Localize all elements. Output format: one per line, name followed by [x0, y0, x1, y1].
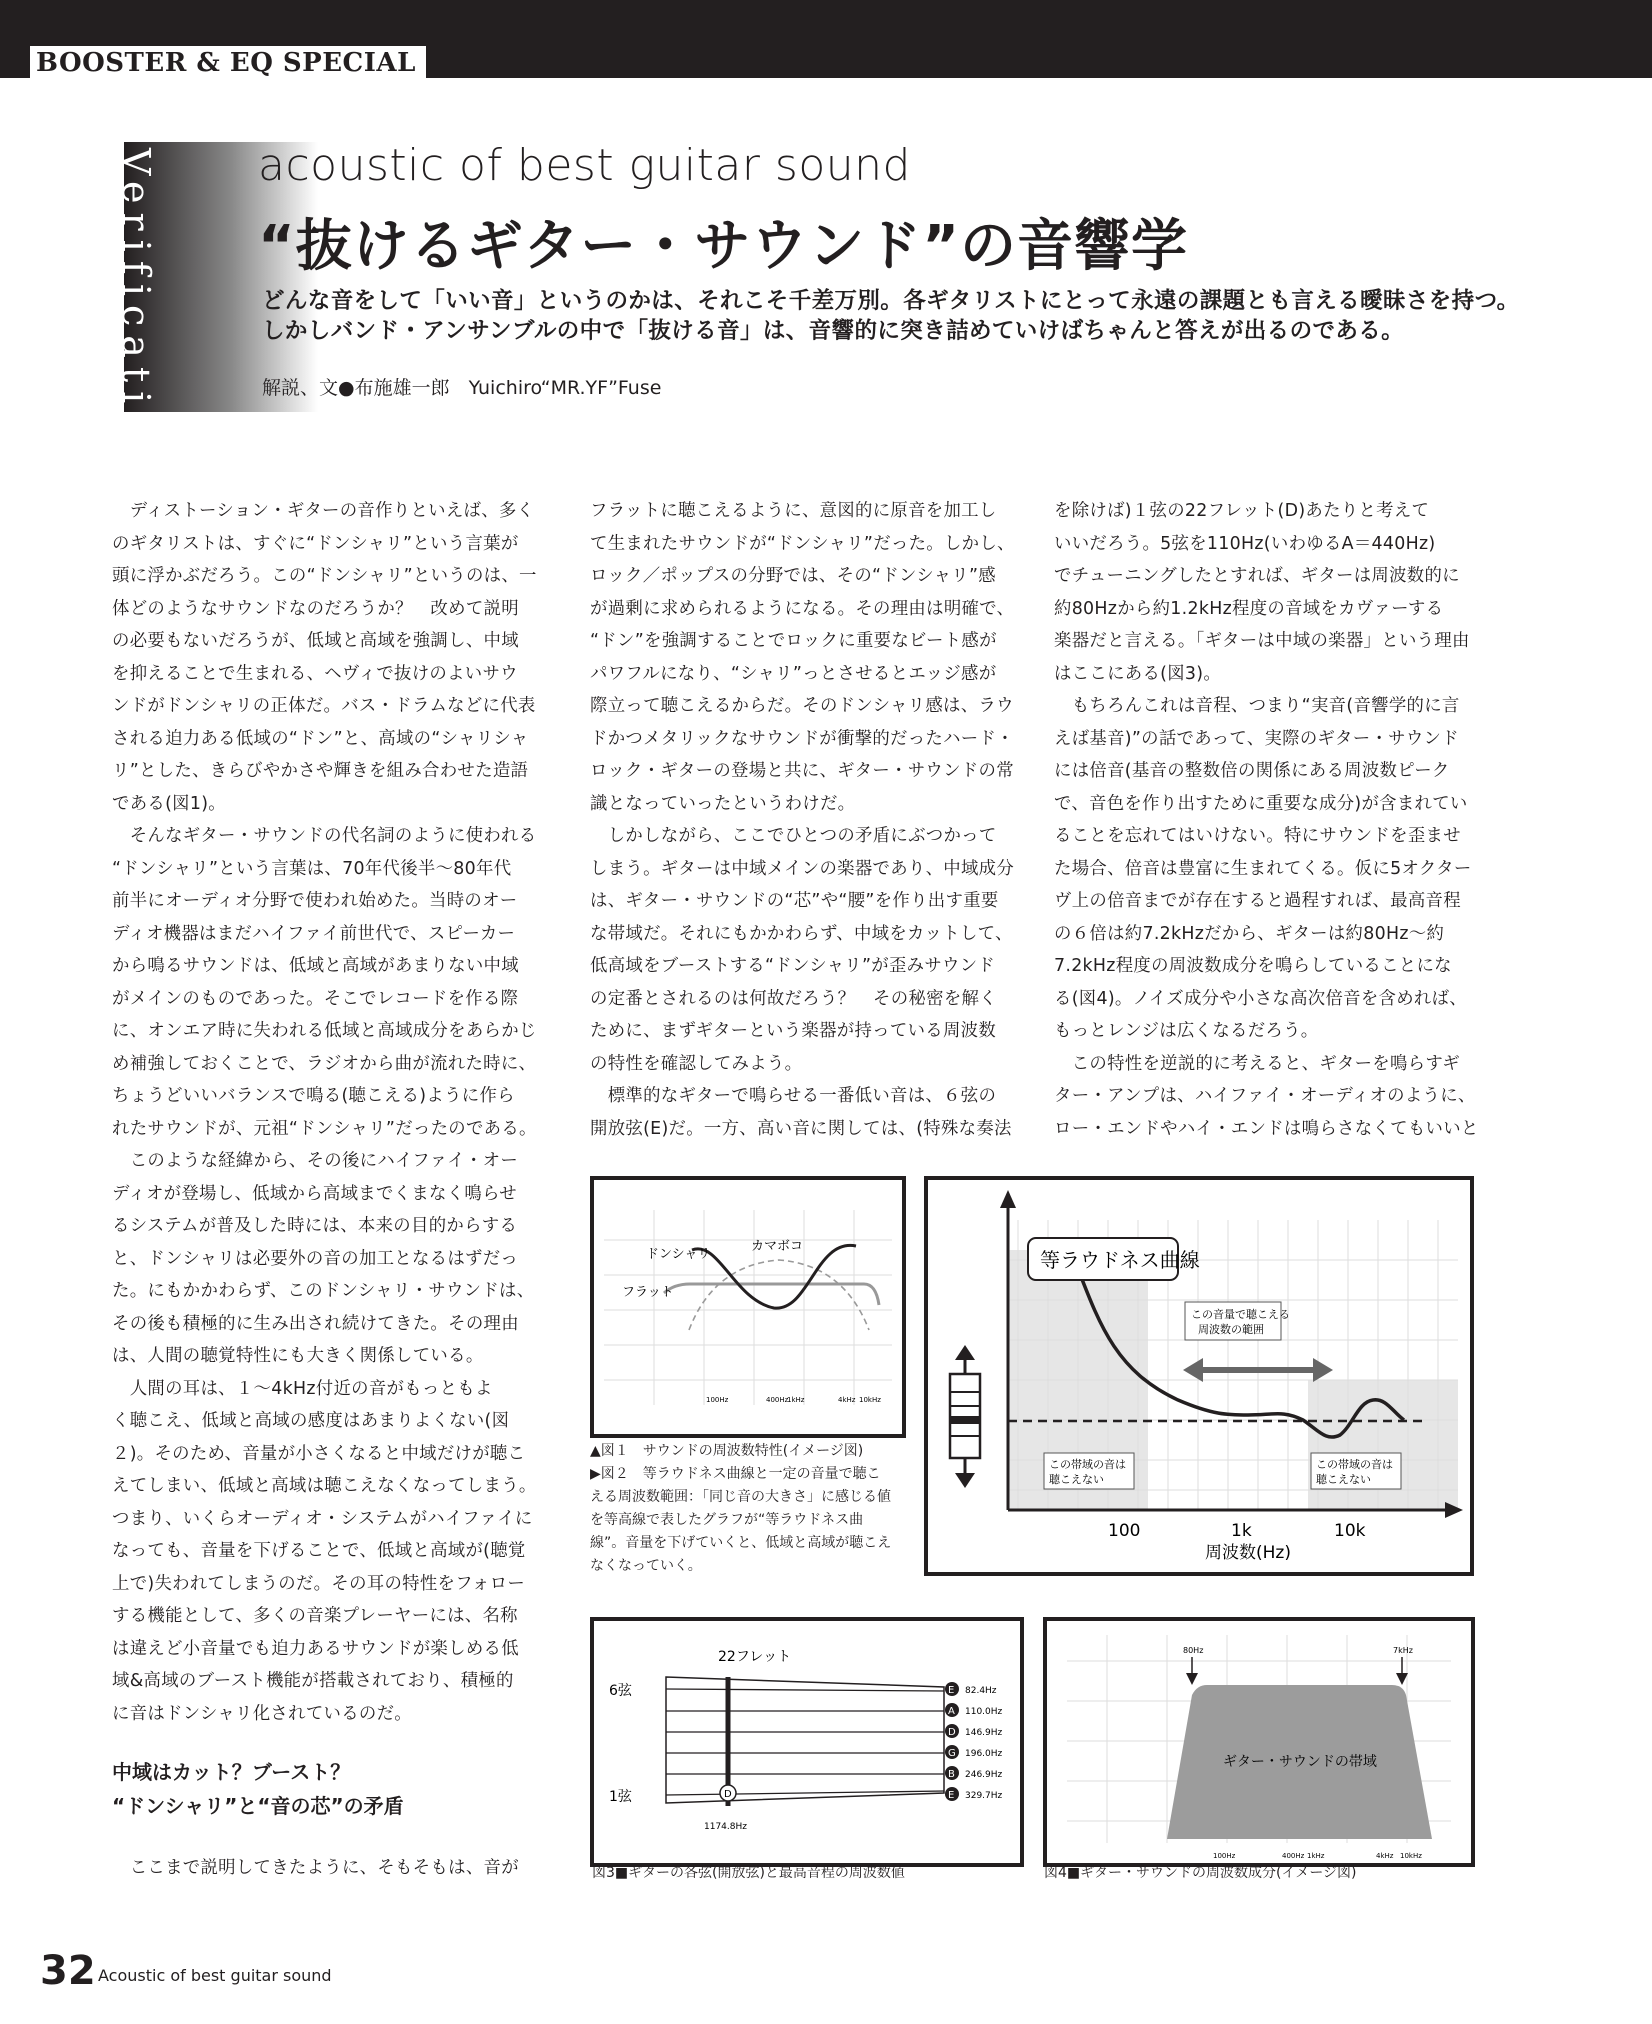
body-line: ２)。そのため、音量が小さくなると中域だけが聴こ: [112, 1443, 526, 1464]
body-line: ここまで説明してきたように、そもそもは、音が: [112, 1858, 519, 1878]
fig1-donshari-curve: [692, 1245, 856, 1308]
body-line: “ドンシャリ”という言葉は、70年代後半〜80年代: [112, 858, 512, 879]
lead-line: どんな音をして「いい音」というのかは、それこそ千差万別。各ギタリストにとって永遠の課題とも言える曖昧さを持つ。: [262, 288, 1520, 314]
body-line: 低高域をブーストする“ドンシャリ”が歪みサウンド: [590, 956, 996, 976]
fig3-string-freq: 110.0Hz: [965, 1707, 1003, 1717]
body-line: 楽器だと言える。「ギターは中域の楽器」という理由: [1054, 631, 1470, 651]
body-line: 際立って聴こえるからだ。そのドンシャリ感は、ラウ: [590, 696, 1014, 716]
arrow-down-icon: [1396, 1673, 1408, 1685]
caption-line: える周波数範囲：「同じ音の大きさ」に感じる値: [590, 1489, 891, 1505]
body-line: ヴ上の倍音までが存在すると過程すれば、最高音程: [1054, 891, 1461, 911]
body-line: 体どのようなサウンドなのだろうか？ 改めて説明: [112, 598, 519, 619]
fig1-graph: [594, 1180, 902, 1434]
body-line: れたサウンドが、元祖“ドンシャリ”だったのである。: [112, 1118, 537, 1139]
fig3-string-freq: 146.9Hz: [965, 1728, 1003, 1738]
fig1-tick: 4kHz: [838, 1396, 856, 1404]
fig1-label-donshari: ドンシャリ: [646, 1247, 711, 1262]
fig3-fret-label: 22フレット: [718, 1649, 792, 1665]
fig3-string-note: E: [948, 1790, 955, 1801]
body-line: に音はドンシャリ化されているのだ。: [112, 1703, 412, 1724]
fig3-fretboard: [594, 1621, 1020, 1863]
fig3-string-note: E: [948, 1685, 955, 1696]
figure-caption: 図4■ギター・サウンドの周波数成分(イメージ図): [1044, 1865, 1357, 1881]
fig2-tick: 1k: [1231, 1521, 1252, 1541]
fig2-range-label: この音量で聴こえる: [1191, 1308, 1290, 1321]
fig3-high-note: D: [724, 1789, 732, 1800]
body-line: つまり、いくらオーディオ・システムがハイファイに: [112, 1508, 533, 1529]
fig3-string-note: G: [948, 1748, 956, 1759]
body-line: される迫力ある低域の“ドン”と、高域の“シャリシャ: [112, 728, 529, 749]
fig2-low-note: この帯域の音は: [1049, 1458, 1126, 1471]
sidebar-word: Verification: [114, 148, 158, 478]
figure-2: [924, 1176, 1474, 1576]
body-line: た。にもかかわらず、このドンシャリ・サウンドは、: [112, 1281, 535, 1301]
fig3-open-strings: [945, 1682, 959, 1801]
caption-line: 線”。音量を下げていくと、低域と高域が聴こえ: [590, 1535, 892, 1551]
body-line: には倍音(基音の整数倍の関係にある周波数ピーク: [1054, 761, 1450, 781]
body-line: そんなギター・サウンドの代名詞のように使われる: [112, 826, 537, 846]
body-line: は、人間の聴覚特性にも大きく関係している。: [112, 1346, 484, 1366]
fig1-label-kamaboko: カマボコ: [751, 1239, 804, 1254]
section-heading-line: 中域はカット？ブースト？: [112, 1760, 351, 1784]
body-line: 標準的なギターで鳴らせる一番低い音は、６弦の: [590, 1086, 997, 1106]
body-line: に、オンエア時に失われる低域と高域成分をあらかじ: [112, 1021, 537, 1041]
body-line: この特性を逆説的に考えると、ギターを鳴らすギ: [1054, 1053, 1461, 1074]
body-line: ディオ機器はまだハイファイ前世代で、スピーカー: [112, 923, 516, 944]
body-line: ちょうどいいバランスで鳴る(聴こえる)ように作ら: [112, 1086, 515, 1106]
body-line: リ”とした、きらびやかさや輝きを組み合わせた造語: [112, 761, 529, 781]
body-line: しまう。ギターは中域メインの楽器であり、中域成分: [590, 858, 1015, 879]
fig2-high-note: この帯域の音は: [1316, 1458, 1393, 1471]
fig2-tick: 10k: [1334, 1521, 1366, 1541]
fig1-tick: 100Hz: [706, 1396, 729, 1404]
fig4-graph: [1047, 1621, 1471, 1863]
body-line: “ドン”を強調することでロックに重要なビート感が: [590, 631, 997, 651]
figure-1: [590, 1176, 906, 1438]
body-line: て生まれたサウンドが“ドンシャリ”だった。しかし、: [590, 533, 1015, 554]
fig1-flat-curve: [664, 1284, 879, 1305]
body-line: がメインのものであった。そこでレコードを作る際: [112, 988, 519, 1009]
fig4-marker: 7kHz: [1393, 1646, 1413, 1655]
fig4-tick: 1kHz: [1307, 1852, 1325, 1860]
fig2-graph: [928, 1180, 1470, 1572]
figure-4: [1043, 1617, 1475, 1867]
body-column-2: [590, 495, 1030, 1145]
body-line: 前半にオーディオ分野で使われ始めた。当時のオー: [112, 891, 518, 911]
fig3-string-freq: 246.9Hz: [965, 1770, 1003, 1780]
fig2-low-note: 聴こえない: [1049, 1473, 1104, 1486]
body-line: する機能として、多くの音楽プレーヤーには、名称: [112, 1606, 518, 1626]
section-label: BOOSTER & EQ SPECIAL: [30, 46, 426, 78]
body-line: る(図4)。ノイズ成分や小さな高次倍音を含めれば、: [1054, 988, 1467, 1009]
byline: 解説、文●布施雄一郎 Yuichiro“MR.YF”Fuse: [262, 377, 662, 399]
body-line: ることを忘れてはいけない。特にサウンドを歪ませ: [1054, 826, 1461, 846]
fig4-tick: 400Hz: [1282, 1852, 1305, 1860]
fig3-string-freq: 82.4Hz: [965, 1686, 997, 1696]
body-line: ンドがドンシャリの正体だ。バス・ドラムなどに代表: [112, 696, 536, 716]
body-line: 上で)失われてしまうのだ。その耳の特性をフォロー: [112, 1573, 526, 1594]
body-column-3: [1054, 495, 1494, 1145]
body-line: なっても、音量を下げることで、低域と高域が(聴覚: [112, 1541, 526, 1561]
body-line: の６倍は約7.2kHzだから、ギターは約80Hz〜約: [1054, 923, 1445, 944]
body-line: ディオが登場し、低域から高域までくまなく鳴らせ: [112, 1183, 517, 1204]
body-line: 域&高域のブースト機能が搭載されており、積極的: [112, 1671, 514, 1691]
fig4-tick: 100Hz: [1213, 1852, 1236, 1860]
body-line: でチューニングしたとすれば、ギターは周波数的に: [1054, 566, 1460, 586]
fig4-tick: 10kHz: [1400, 1852, 1422, 1860]
body-line: である(図1)。: [112, 793, 226, 814]
body-line: は、ギター・サウンドの“芯”や“腰”を作り出す重要: [590, 891, 999, 911]
fig2-range-label: 周波数の範囲: [1198, 1323, 1264, 1336]
body-line: このような経緯から、その後にハイファイ・オー: [112, 1151, 519, 1171]
body-line: もっとレンジは広くなるだろう。: [1054, 1021, 1319, 1041]
body-line: えば基音)”の話であって、実際のギター・サウンド: [1054, 728, 1459, 749]
body-line: 約80Hzから約1.2kHz程度の音域をカヴァーする: [1054, 598, 1444, 619]
body-line: パワフルになり、“シャリ”っとさせるとエッジ感が: [590, 663, 997, 684]
fig2-title: 等ラウドネス曲線: [1040, 1248, 1200, 1272]
body-line: と、ドンシャリは必要外の音の加工となるはずだっ: [112, 1248, 519, 1269]
fig3-neck: [666, 1677, 944, 1803]
fig1-kamaboko-curve: [689, 1260, 869, 1330]
body-line: の定番とされるのは何故だろう？ その秘密を解く: [590, 988, 997, 1009]
caption-line: を等高線で表したグラフが“等ラウドネス曲: [590, 1512, 864, 1528]
arrow-down-icon: [1186, 1673, 1198, 1685]
body-column-1: [112, 495, 552, 1730]
body-line: ロック・ギターの登場と共に、ギター・サウンドの常: [590, 761, 1014, 781]
article-title-en: acoustic of best guitar sound: [258, 140, 911, 191]
body-line: ター・アンプは、ハイファイ・オーディオのように、: [1054, 1086, 1476, 1106]
section-heading-line: “ドンシャリ”と“音の芯”の矛盾: [112, 1794, 404, 1818]
body-line: るシステムが普及した時には、本来の目的からする: [112, 1216, 518, 1236]
body-line: えてしまい、低域と高域は聴こえなくなってしまう。: [112, 1476, 537, 1496]
body-line: のギタリストは、すぐに“ドンシャリ”という言葉が: [112, 533, 519, 554]
fig3-string-freq: 329.7Hz: [965, 1791, 1003, 1801]
body-line: 頭に浮かぶだろう。この“ドンシャリ”というのは、一: [112, 566, 537, 586]
body-line: ロー・エンドやハイ・エンドは鳴らさなくてもいいと: [1054, 1118, 1479, 1139]
figure-caption: [590, 1440, 891, 1578]
footer-title: Acoustic of best guitar sound: [98, 1966, 332, 1985]
body-line: た場合、倍音は豊富に生まれてくる。仮に5オクター: [1054, 858, 1472, 879]
fig3-string-note: D: [948, 1727, 956, 1738]
body-line: ロック／ポップスの分野では、その“ドンシャリ”感: [590, 566, 996, 586]
body-line: を除けば)１弦の22フレット(D)あたりと考えて: [1054, 501, 1430, 521]
section-heading: [112, 1755, 404, 1823]
body-line: しかしながら、ここでひとつの矛盾にぶつかって: [590, 826, 997, 846]
body-line: 人間の耳は、１〜4kHz付近の音がもっともよ: [112, 1378, 493, 1399]
body-line: め補強しておくことで、ラジオから曲が流れた時に、: [112, 1053, 537, 1074]
fig2-volume-knob-icon: [950, 1345, 980, 1488]
fig1-tick: 400Hz: [766, 1396, 789, 1404]
fig3-string-note: B: [948, 1769, 955, 1780]
body-line: は違えど小音量でも迫力あるサウンドが楽しめる低: [112, 1638, 519, 1659]
page-number: 32: [40, 1948, 96, 1994]
body-line: フラットに聴こえるように、意図的に原音を加工し: [590, 501, 997, 521]
body-line: を抑えることで生まれる、ヘヴィで抜けのよいサウ: [112, 663, 518, 684]
body-line: の特性を確認してみよう。: [590, 1053, 803, 1074]
fig4-band-label: ギター・サウンドの帯域: [1223, 1754, 1377, 1770]
body-line: から鳴るサウンドは、低域と高域があまりない中域: [112, 956, 519, 976]
fig1-label-flat: フラット: [622, 1285, 674, 1300]
body-line: 7.2kHz程度の周波数成分を鳴らしていることにな: [1054, 956, 1452, 976]
fig1-tick: 1kHz: [787, 1396, 805, 1404]
body-line: ドかつメタリックなサウンドが衝撃的だったハード・: [590, 728, 1014, 749]
body-line: 開放弦(E)だ。一方、高い音に関しては、(特殊な奏法: [590, 1118, 1012, 1139]
body-line: の必要もないだろうが、低域と高域を強調し、中域: [112, 631, 519, 651]
fig4-tick: 4kHz: [1376, 1852, 1394, 1860]
fig2-y-arrow: [1000, 1190, 1016, 1208]
fig4-marker: 80Hz: [1183, 1646, 1204, 1655]
caption-line: なくなっていく。: [590, 1558, 702, 1574]
figure-caption: 図3■ギターの各弦(開放弦)と最高音程の周波数値: [592, 1865, 905, 1881]
body-line: いいだろう。5弦を110Hz(いわゆるA＝440Hz): [1054, 533, 1436, 554]
body-line: ディストーション・ギターの音作りといえば、多く: [112, 501, 535, 521]
body-line: ために、まずギターという楽器が持っている周波数: [590, 1021, 997, 1041]
body-line: な帯域だ。それにもかかわらず、中域をカットして、: [590, 923, 1013, 944]
body-line: で、音色を作り出すために重要な成分)が含まれてい: [1054, 793, 1468, 814]
figure-3: [590, 1617, 1024, 1867]
fig3-string-label: 6弦: [609, 1683, 632, 1699]
body-line: その後も積極的に生み出され続けてきた。その理由: [112, 1313, 519, 1334]
fig3-high-freq: 1174.8Hz: [704, 1822, 747, 1832]
caption-line: ▲図１ サウンドの周波数特性(イメージ図): [590, 1443, 864, 1459]
fig1-tick: 10kHz: [859, 1396, 881, 1404]
fig3-string-freq: 196.0Hz: [965, 1749, 1003, 1759]
body-line: が過剰に求められるようになる。その理由は明確で、: [590, 598, 1015, 619]
fig2-xlabel: 周波数(Hz): [1205, 1543, 1291, 1563]
body-line: もちろんこれは音程、つまり“実音(音響学的に言: [1054, 696, 1460, 716]
fig2-high-note: 聴こえない: [1316, 1473, 1371, 1486]
fig3-string-note: A: [948, 1706, 955, 1717]
body-line: 識となっていったというわけだ。: [590, 793, 856, 814]
fig3-string-label: 1弦: [609, 1789, 632, 1805]
body-line: はここにある(図3)。: [1054, 663, 1222, 684]
lead-line: しかしバンド・アンサンブルの中で「抜ける音」は、音響的に突き詰めていけばちゃんと答えが出るのである。: [262, 318, 1405, 344]
fig2-tick: 100: [1108, 1521, 1141, 1541]
article-title: “抜けるギター・サウンド”の音響学: [258, 214, 1189, 279]
body-line: く聴こえ、低域と高域の感度はあまりよくない(図: [112, 1411, 510, 1431]
caption-line: ▶図２ 等ラウドネス曲線と一定の音量で聴こ: [590, 1466, 881, 1482]
